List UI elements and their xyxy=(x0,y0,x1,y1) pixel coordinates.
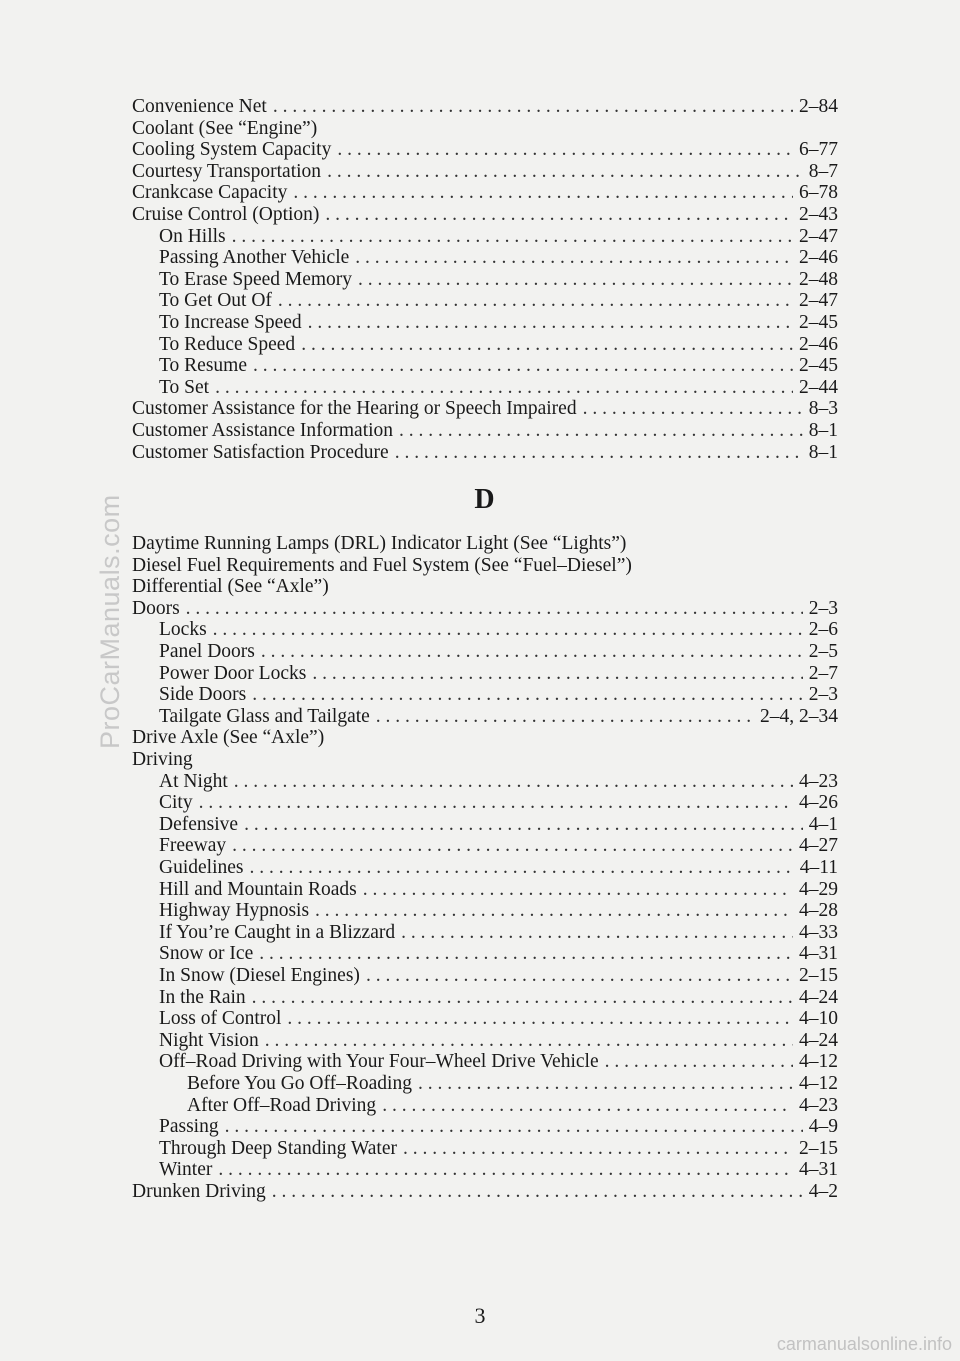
index-entry-label: Tailgate Glass and Tailgate xyxy=(159,705,370,727)
index-entry xyxy=(132,118,838,140)
index-entry-page: 2–44 xyxy=(799,376,838,398)
dot-leader xyxy=(358,269,793,291)
index-entry-page: 4–10 xyxy=(799,1008,838,1030)
index-entry xyxy=(132,247,838,269)
index-entry-label: Through Deep Standing Water xyxy=(159,1137,397,1159)
index-entry-label: Crankcase Capacity xyxy=(132,182,288,204)
index-entry-label: Passing Another Vehicle xyxy=(159,247,350,269)
index-entry-page: 4–23 xyxy=(799,770,838,792)
index-entry xyxy=(132,987,838,1009)
dot-leader xyxy=(403,1138,793,1160)
index-entry-page: 8–7 xyxy=(808,160,838,182)
index-entry-page: 4–28 xyxy=(799,900,838,922)
dot-leader xyxy=(376,706,754,728)
index-entry xyxy=(132,377,838,399)
index-entry-label: After Off–Road Driving xyxy=(187,1094,377,1116)
index-entry xyxy=(132,355,838,377)
index-entry-page: 4–26 xyxy=(799,792,838,814)
index-entry xyxy=(132,420,838,442)
index-entry-page: 2–7 xyxy=(808,662,838,684)
dot-leader xyxy=(327,161,803,183)
index-entry xyxy=(132,139,838,161)
index-entry xyxy=(132,749,838,771)
index-entry xyxy=(132,857,838,879)
index-entry-label: Cruise Control (Option) xyxy=(132,203,320,225)
index-entry xyxy=(132,312,838,334)
index-entry xyxy=(132,684,838,706)
index-entry xyxy=(132,792,838,814)
index-entry-page: 4–1 xyxy=(808,813,838,835)
dot-leader xyxy=(249,857,793,879)
index-entry xyxy=(132,555,838,577)
dot-leader xyxy=(232,835,793,857)
index-entry xyxy=(132,269,838,291)
index-entry xyxy=(132,814,838,836)
dot-leader xyxy=(337,139,793,161)
index-entry xyxy=(132,879,838,901)
dot-leader xyxy=(225,1116,803,1138)
index-entry xyxy=(132,204,838,226)
index-entry-label: Hill and Mountain Roads xyxy=(159,878,357,900)
index-entry-label: Doors xyxy=(132,597,180,619)
index-entry-label: At Night xyxy=(159,770,228,792)
index-entry-label: On Hills xyxy=(159,225,226,247)
index-entry xyxy=(132,442,838,464)
index-entry xyxy=(132,226,838,248)
index-entry xyxy=(132,533,838,555)
index-entry-label: Customer Assistance for the Hearing or Speech Impaired xyxy=(132,398,577,420)
index-entry-label: Courtesy Transportation xyxy=(132,160,322,182)
index-entry xyxy=(132,576,838,598)
index-entry-label: To Get Out Of xyxy=(159,290,272,312)
dot-leader xyxy=(272,1181,803,1203)
index-entry-page: 2–3 xyxy=(808,597,838,619)
index-entry-label: Coolant (See “Engine”) xyxy=(132,117,318,139)
index-entry-page: 4–31 xyxy=(799,1159,838,1181)
index-entry-page: 4–31 xyxy=(799,943,838,965)
index-entry-label: In Snow (Diesel Engines) xyxy=(159,964,360,986)
dot-leader xyxy=(244,814,803,836)
index-entry-page: 4–24 xyxy=(799,986,838,1008)
index-entry-page: 2–48 xyxy=(799,268,838,290)
page-number: 3 xyxy=(474,1303,486,1328)
index-entry-label: Customer Satisfaction Procedure xyxy=(132,441,389,463)
index-entry-page: 8–3 xyxy=(808,398,838,420)
index-entry-page: 4–23 xyxy=(799,1094,838,1116)
dot-leader xyxy=(287,1008,793,1030)
index-entry xyxy=(132,1116,838,1138)
index-entry-page: 2–43 xyxy=(799,203,838,225)
index-entry xyxy=(132,598,838,620)
index-section-d xyxy=(132,533,838,1202)
index-entry-label: Freeway xyxy=(159,835,227,857)
dot-leader xyxy=(399,420,803,442)
footer-url: carmanualsonline.info xyxy=(776,1334,952,1354)
index-entry-label: Driving xyxy=(132,749,193,771)
index-entry-page: 4–29 xyxy=(799,878,838,900)
index-entry-label: Before You Go Off–Roading xyxy=(187,1072,412,1094)
dot-leader xyxy=(234,771,793,793)
index-entry xyxy=(132,1138,838,1160)
dot-leader xyxy=(199,792,793,814)
index-entry xyxy=(132,706,838,728)
index-entry-label: Customer Assistance Information xyxy=(132,419,394,441)
dot-leader xyxy=(252,987,793,1009)
index-entry xyxy=(132,835,838,857)
index-entry-label: Defensive xyxy=(159,813,239,835)
index-entry-label: Differential (See “Axle”) xyxy=(132,576,329,598)
dot-leader xyxy=(218,1159,793,1181)
index-entry-page: 2–47 xyxy=(799,290,838,312)
dot-leader xyxy=(395,442,803,464)
index-entry-page: 2–45 xyxy=(799,355,838,377)
index-entry-label: Daytime Running Lamps (DRL) Indicator Light (See “Lights”) xyxy=(132,533,627,555)
dot-leader xyxy=(186,598,803,620)
index-entry xyxy=(132,619,838,641)
index-entry-page: 6–78 xyxy=(799,182,838,204)
index-entry-label: Guidelines xyxy=(159,857,244,878)
index-entry-page: 2–15 xyxy=(799,1137,838,1159)
index-entry xyxy=(132,900,838,922)
index-entry-page: 4–11 xyxy=(799,857,838,878)
index-entry-label: If You’re Caught in a Blizzard xyxy=(159,921,396,943)
index-entry-label: Diesel Fuel Requirements and Fuel System (See “Fuel–Diesel”) xyxy=(132,554,632,576)
index-entry-page: 4–27 xyxy=(799,835,838,857)
index-entry-label: Locks xyxy=(159,619,207,641)
index-entry xyxy=(132,334,838,356)
index-entry-page: 8–1 xyxy=(808,419,838,441)
dot-leader xyxy=(265,1030,793,1052)
index-entry-page: 2–5 xyxy=(808,641,838,663)
index-entry xyxy=(132,1073,838,1095)
index-entry-label: Snow or Ice xyxy=(159,943,254,965)
index-entry xyxy=(132,182,838,204)
index-entry-page: 4–24 xyxy=(799,1029,838,1051)
index-section-c xyxy=(132,96,838,463)
index-entry-label: In the Rain xyxy=(159,986,246,1008)
dot-leader xyxy=(355,247,793,269)
dot-leader xyxy=(278,290,793,312)
index-entry xyxy=(132,641,838,663)
dot-leader xyxy=(261,641,803,663)
index-entry xyxy=(132,161,838,183)
dot-leader xyxy=(605,1051,793,1073)
index-entry-label: Power Door Locks xyxy=(159,662,307,684)
index-list xyxy=(132,96,838,1203)
index-entry-label: Highway Hypnosis xyxy=(159,900,310,922)
index-entry-page: 2–6 xyxy=(808,619,838,641)
index-entry-page: 4–2 xyxy=(808,1180,838,1202)
index-entry-label: Convenience Net xyxy=(132,96,267,117)
dot-leader xyxy=(232,226,793,248)
dot-leader xyxy=(308,312,793,334)
index-entry-label: Drunken Driving xyxy=(132,1180,266,1202)
index-entry-label: To Resume xyxy=(159,355,247,377)
dot-leader xyxy=(315,900,793,922)
index-entry-label: To Increase Speed xyxy=(159,311,302,333)
index-entry-page: 4–12 xyxy=(799,1051,838,1073)
dot-leader xyxy=(213,619,803,641)
section-heading-d: D xyxy=(474,484,496,516)
index-entry-page: 2–45 xyxy=(799,311,838,333)
index-entry-label: Loss of Control xyxy=(159,1008,282,1030)
index-entry-label: Off–Road Driving with Your Four–Wheel Drive Vehicle xyxy=(159,1051,599,1073)
dot-leader xyxy=(401,922,793,944)
index-entry-page: 4–33 xyxy=(799,921,838,943)
dot-leader xyxy=(312,663,802,685)
index-entry xyxy=(132,1095,838,1117)
index-entry-page: 2–4, 2–34 xyxy=(760,705,838,727)
dot-leader xyxy=(293,182,793,204)
dot-leader xyxy=(273,96,793,118)
index-entry xyxy=(132,663,838,685)
watermark: ProCarManuals.com xyxy=(95,494,125,749)
index-entry xyxy=(132,1051,838,1073)
index-entry-page: 8–1 xyxy=(808,441,838,463)
index-entry xyxy=(132,290,838,312)
index-entry-label: To Reduce Speed xyxy=(159,333,296,355)
index-entry xyxy=(132,1030,838,1052)
index-entry xyxy=(132,1181,838,1203)
index-entry-label: City xyxy=(159,792,193,814)
dot-leader xyxy=(325,204,793,226)
index-entry xyxy=(132,943,838,965)
index-entry-page: 4–9 xyxy=(808,1116,838,1138)
index-entry xyxy=(132,398,838,420)
index-entry xyxy=(132,771,838,793)
dot-leader xyxy=(259,943,793,965)
dot-leader xyxy=(253,355,793,377)
index-entry-page: 2–84 xyxy=(799,96,838,117)
index-entry-label: To Erase Speed Memory xyxy=(159,268,353,290)
index-entry-label: Panel Doors xyxy=(159,641,255,663)
index-entry-label: Winter xyxy=(159,1159,213,1181)
dot-leader xyxy=(252,684,803,706)
index-entry-page: 4–12 xyxy=(799,1072,838,1094)
index-entry-label: Drive Axle (See “Axle”) xyxy=(132,727,325,749)
index-entry-page: 6–77 xyxy=(799,139,838,161)
index-entry xyxy=(132,1159,838,1181)
index-entry-page: 2–15 xyxy=(799,964,838,986)
index-entry xyxy=(132,965,838,987)
index-entry xyxy=(132,727,838,749)
dot-leader xyxy=(418,1073,793,1095)
index-entry xyxy=(132,922,838,944)
dot-leader xyxy=(583,398,803,420)
index-entry-page: 2–47 xyxy=(799,225,838,247)
index-entry-page: 2–3 xyxy=(808,684,838,706)
index-entry-label: Cooling System Capacity xyxy=(132,139,332,161)
index-entry-label: Passing xyxy=(159,1116,219,1138)
index-entry xyxy=(132,96,838,118)
dot-leader xyxy=(363,879,793,901)
dot-leader xyxy=(215,377,793,399)
dot-leader xyxy=(382,1095,793,1117)
index-entry-page: 2–46 xyxy=(799,247,838,269)
index-entry xyxy=(132,1008,838,1030)
dot-leader xyxy=(366,965,793,987)
index-entry-page: 2–46 xyxy=(799,333,838,355)
index-entry-label: Night Vision xyxy=(159,1029,259,1051)
index-entry-label: Side Doors xyxy=(159,684,247,706)
index-entry-label: To Set xyxy=(159,376,210,398)
dot-leader xyxy=(301,334,793,356)
